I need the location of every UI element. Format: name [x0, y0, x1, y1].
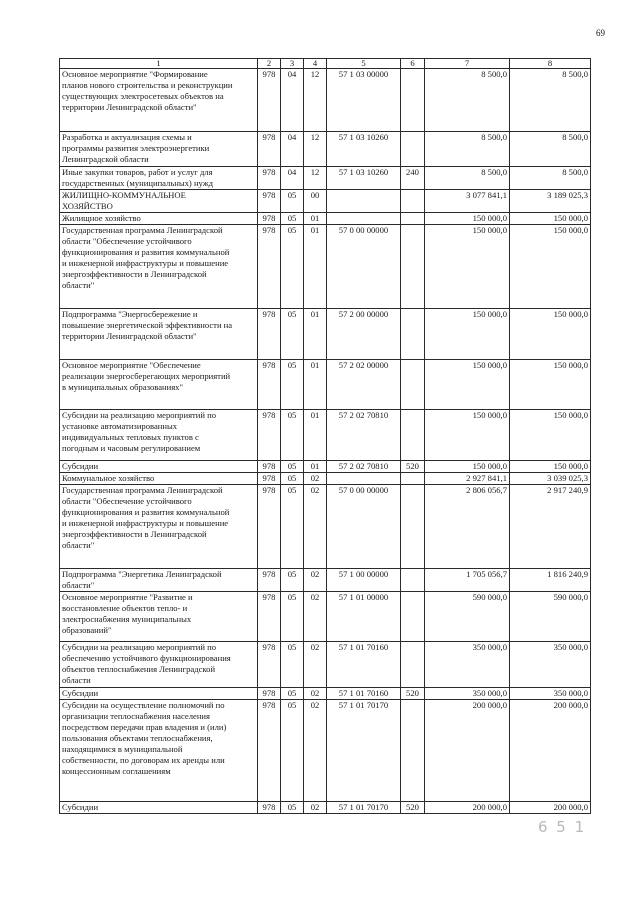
table-row	[60, 132, 591, 167]
row-name-cell: Субсидии на осуществление полномочий по организации теплоснабжения населения посредством передачи прав владения и (или) пользования объектами теплоснабжения, находящимися в муниципальной собственности, по договорам их аренды или концессионным соглашениям	[60, 700, 258, 802]
header-cell: 2	[258, 59, 281, 69]
table-row	[60, 167, 591, 190]
table-row	[60, 569, 591, 592]
budget-table	[59, 58, 591, 814]
amount-year1-cell: 200 000,0	[425, 802, 510, 814]
amount-year2-cell: 3 039 025,3	[510, 473, 591, 485]
row-name-cell: Государственная программа Ленинградской области "Обеспечение устойчивого функционирования и развития коммунальной и инженерной инфраструктуры и повышение энергоэффективности в Ленинградской области"	[60, 485, 258, 569]
target-article-cell: 57 1 03 00000	[327, 69, 401, 132]
row-name-cell: Коммунальное хозяйство	[60, 473, 258, 485]
amount-year2-cell: 590 000,0	[510, 592, 591, 642]
table-row	[60, 225, 591, 309]
table-row	[60, 213, 591, 225]
amount-year1-cell: 2 806 056,7	[425, 485, 510, 569]
expense-type-cell	[401, 360, 425, 410]
subsection-cell: 01	[304, 225, 327, 309]
subsection-cell: 02	[304, 485, 327, 569]
expense-type-cell	[401, 473, 425, 485]
row-name-cell: Субсидии	[60, 688, 258, 700]
target-article-cell: 57 1 01 70170	[327, 700, 401, 802]
expense-type-cell	[401, 69, 425, 132]
section-cell: 05	[281, 700, 304, 802]
table-row	[60, 802, 591, 814]
amount-year1-cell: 8 500,0	[425, 167, 510, 190]
row-name-cell: Подпрограмма "Энергетика Ленинградской области"	[60, 569, 258, 592]
target-article-cell: 57 2 02 70810	[327, 461, 401, 473]
section-cell: 05	[281, 473, 304, 485]
expense-type-cell	[401, 132, 425, 167]
expense-type-cell	[401, 569, 425, 592]
target-article-cell: 57 2 02 70810	[327, 410, 401, 461]
section-cell: 04	[281, 132, 304, 167]
amount-year2-cell: 350 000,0	[510, 688, 591, 700]
table-row	[60, 190, 591, 213]
grbs-cell: 978	[258, 225, 281, 309]
grbs-cell: 978	[258, 410, 281, 461]
expense-type-cell	[401, 700, 425, 802]
subsection-cell: 01	[304, 461, 327, 473]
expense-type-cell	[401, 225, 425, 309]
amount-year1-cell: 150 000,0	[425, 461, 510, 473]
row-name-cell: Основное мероприятие "Развитие и восстановление объектов тепло- и электроснабжения муниципальных образований"	[60, 592, 258, 642]
grbs-cell: 978	[258, 461, 281, 473]
section-cell: 05	[281, 360, 304, 410]
grbs-cell: 978	[258, 569, 281, 592]
subsection-cell: 02	[304, 688, 327, 700]
row-name-cell: Государственная программа Ленинградской области "Обеспечение устойчивого функционирования и развития коммунальной и инженерной инфраструктуры и повышение энергоэффективности в Ленинградской области"	[60, 225, 258, 309]
row-name-cell: Субсидии	[60, 802, 258, 814]
table-row	[60, 485, 591, 569]
amount-year1-cell: 3 077 841,1	[425, 190, 510, 213]
row-name-cell: Разработка и актуализация схемы и программы развития электроэнергетики Ленинградской области	[60, 132, 258, 167]
header-cell: 7	[425, 59, 510, 69]
subsection-cell: 00	[304, 190, 327, 213]
subsection-cell: 01	[304, 309, 327, 360]
subsection-cell: 02	[304, 802, 327, 814]
expense-type-cell	[401, 410, 425, 461]
subsection-cell: 02	[304, 592, 327, 642]
amount-year1-cell: 2 927 841,1	[425, 473, 510, 485]
section-cell: 05	[281, 642, 304, 688]
amount-year2-cell: 8 500,0	[510, 69, 591, 132]
table-row	[60, 473, 591, 485]
amount-year1-cell: 150 000,0	[425, 309, 510, 360]
amount-year1-cell: 350 000,0	[425, 642, 510, 688]
table-header-row	[60, 59, 591, 69]
grbs-cell: 978	[258, 473, 281, 485]
section-cell: 04	[281, 69, 304, 132]
section-cell: 05	[281, 213, 304, 225]
table-row	[60, 642, 591, 688]
table-row	[60, 688, 591, 700]
target-article-cell: 57 2 00 00000	[327, 309, 401, 360]
amount-year1-cell: 150 000,0	[425, 360, 510, 410]
row-name-cell: Подпрограмма "Энергосбережение и повышение энергетической эффективности на территории Ленинградской области"	[60, 309, 258, 360]
subsection-cell: 02	[304, 642, 327, 688]
subsection-cell: 02	[304, 473, 327, 485]
expense-type-cell: 520	[401, 688, 425, 700]
amount-year1-cell: 590 000,0	[425, 592, 510, 642]
grbs-cell: 978	[258, 190, 281, 213]
header-cell: 6	[401, 59, 425, 69]
target-article-cell: 57 1 03 10260	[327, 167, 401, 190]
amount-year1-cell: 8 500,0	[425, 69, 510, 132]
target-article-cell: 57 0 00 00000	[327, 485, 401, 569]
grbs-cell: 978	[258, 360, 281, 410]
table-row	[60, 69, 591, 132]
header-cell: 1	[60, 59, 258, 69]
subsection-cell: 02	[304, 569, 327, 592]
grbs-cell: 978	[258, 700, 281, 802]
subsection-cell: 01	[304, 213, 327, 225]
row-name-cell: Основное мероприятие "Обеспечение реализации энергосберегающих мероприятий в муниципальных образованиях"	[60, 360, 258, 410]
amount-year2-cell: 150 000,0	[510, 461, 591, 473]
target-article-cell: 57 1 01 70170	[327, 802, 401, 814]
row-name-cell: Субсидии на реализацию мероприятий по установке автоматизированных индивидуальных тепловых пунктов с погодным и часовым регулированием	[60, 410, 258, 461]
target-article-cell: 57 1 03 10260	[327, 132, 401, 167]
target-article-cell: 57 1 00 00000	[327, 569, 401, 592]
target-article-cell: 57 1 01 00000	[327, 592, 401, 642]
grbs-cell: 978	[258, 642, 281, 688]
amount-year1-cell: 150 000,0	[425, 213, 510, 225]
expense-type-cell	[401, 485, 425, 569]
target-article-cell: 57 1 01 70160	[327, 688, 401, 700]
expense-type-cell	[401, 592, 425, 642]
amount-year1-cell: 8 500,0	[425, 132, 510, 167]
page-number: 69	[596, 28, 605, 38]
amount-year2-cell: 8 500,0	[510, 132, 591, 167]
row-name-cell: Иные закупки товаров, работ и услуг для государственных (муниципальных) нужд	[60, 167, 258, 190]
grbs-cell: 978	[258, 69, 281, 132]
expense-type-cell	[401, 190, 425, 213]
amount-year1-cell: 350 000,0	[425, 688, 510, 700]
target-article-cell	[327, 473, 401, 485]
row-name-cell: Субсидии	[60, 461, 258, 473]
section-cell: 05	[281, 485, 304, 569]
subsection-cell: 12	[304, 167, 327, 190]
section-cell: 05	[281, 569, 304, 592]
section-cell: 05	[281, 190, 304, 213]
target-article-cell: 57 1 01 70160	[327, 642, 401, 688]
target-article-cell: 57 0 00 00000	[327, 225, 401, 309]
target-article-cell: 57 2 02 00000	[327, 360, 401, 410]
expense-type-cell	[401, 642, 425, 688]
grbs-cell: 978	[258, 167, 281, 190]
amount-year2-cell: 3 189 025,3	[510, 190, 591, 213]
section-cell: 05	[281, 410, 304, 461]
handwritten-page-mark: 6 5 1	[538, 818, 587, 836]
grbs-cell: 978	[258, 213, 281, 225]
table-row	[60, 700, 591, 802]
header-cell: 4	[304, 59, 327, 69]
amount-year2-cell: 200 000,0	[510, 802, 591, 814]
target-article-cell	[327, 190, 401, 213]
row-name-cell: Субсидии на реализацию мероприятий по обеспечению устойчивого функционирования объектов теплоснабжения Ленинградской области	[60, 642, 258, 688]
amount-year2-cell: 150 000,0	[510, 410, 591, 461]
grbs-cell: 978	[258, 132, 281, 167]
subsection-cell: 01	[304, 360, 327, 410]
expense-type-cell	[401, 213, 425, 225]
amount-year2-cell: 150 000,0	[510, 225, 591, 309]
amount-year2-cell: 150 000,0	[510, 213, 591, 225]
table-row	[60, 461, 591, 473]
section-cell: 05	[281, 461, 304, 473]
grbs-cell: 978	[258, 485, 281, 569]
row-name-cell: Основное мероприятие "Формирование планов нового строительства и реконструкции существующих электросетевых объектов на территории Ленинградской области"	[60, 69, 258, 132]
section-cell: 05	[281, 309, 304, 360]
section-cell: 05	[281, 225, 304, 309]
grbs-cell: 978	[258, 802, 281, 814]
grbs-cell: 978	[258, 592, 281, 642]
amount-year2-cell: 350 000,0	[510, 642, 591, 688]
header-cell: 3	[281, 59, 304, 69]
amount-year2-cell: 150 000,0	[510, 309, 591, 360]
grbs-cell: 978	[258, 688, 281, 700]
table-row	[60, 309, 591, 360]
grbs-cell: 978	[258, 309, 281, 360]
amount-year2-cell: 150 000,0	[510, 360, 591, 410]
amount-year2-cell: 200 000,0	[510, 700, 591, 802]
target-article-cell	[327, 213, 401, 225]
header-cell: 5	[327, 59, 401, 69]
subsection-cell: 01	[304, 410, 327, 461]
expense-type-cell	[401, 309, 425, 360]
section-cell: 05	[281, 592, 304, 642]
subsection-cell: 02	[304, 700, 327, 802]
table-row	[60, 360, 591, 410]
section-cell: 04	[281, 167, 304, 190]
row-name-cell: Жилищное хозяйство	[60, 213, 258, 225]
expense-type-cell: 520	[401, 802, 425, 814]
amount-year2-cell: 1 816 240,9	[510, 569, 591, 592]
expense-type-cell: 240	[401, 167, 425, 190]
header-cell: 8	[510, 59, 591, 69]
section-cell: 05	[281, 688, 304, 700]
subsection-cell: 12	[304, 69, 327, 132]
subsection-cell: 12	[304, 132, 327, 167]
amount-year2-cell: 2 917 240,9	[510, 485, 591, 569]
amount-year2-cell: 8 500,0	[510, 167, 591, 190]
row-name-cell: ЖИЛИЩНО-КОММУНАЛЬНОЕ ХОЗЯЙСТВО	[60, 190, 258, 213]
amount-year1-cell: 150 000,0	[425, 410, 510, 461]
section-cell: 05	[281, 802, 304, 814]
table-row	[60, 410, 591, 461]
amount-year1-cell: 200 000,0	[425, 700, 510, 802]
table-row	[60, 592, 591, 642]
amount-year1-cell: 150 000,0	[425, 225, 510, 309]
expense-type-cell: 520	[401, 461, 425, 473]
amount-year1-cell: 1 705 056,7	[425, 569, 510, 592]
